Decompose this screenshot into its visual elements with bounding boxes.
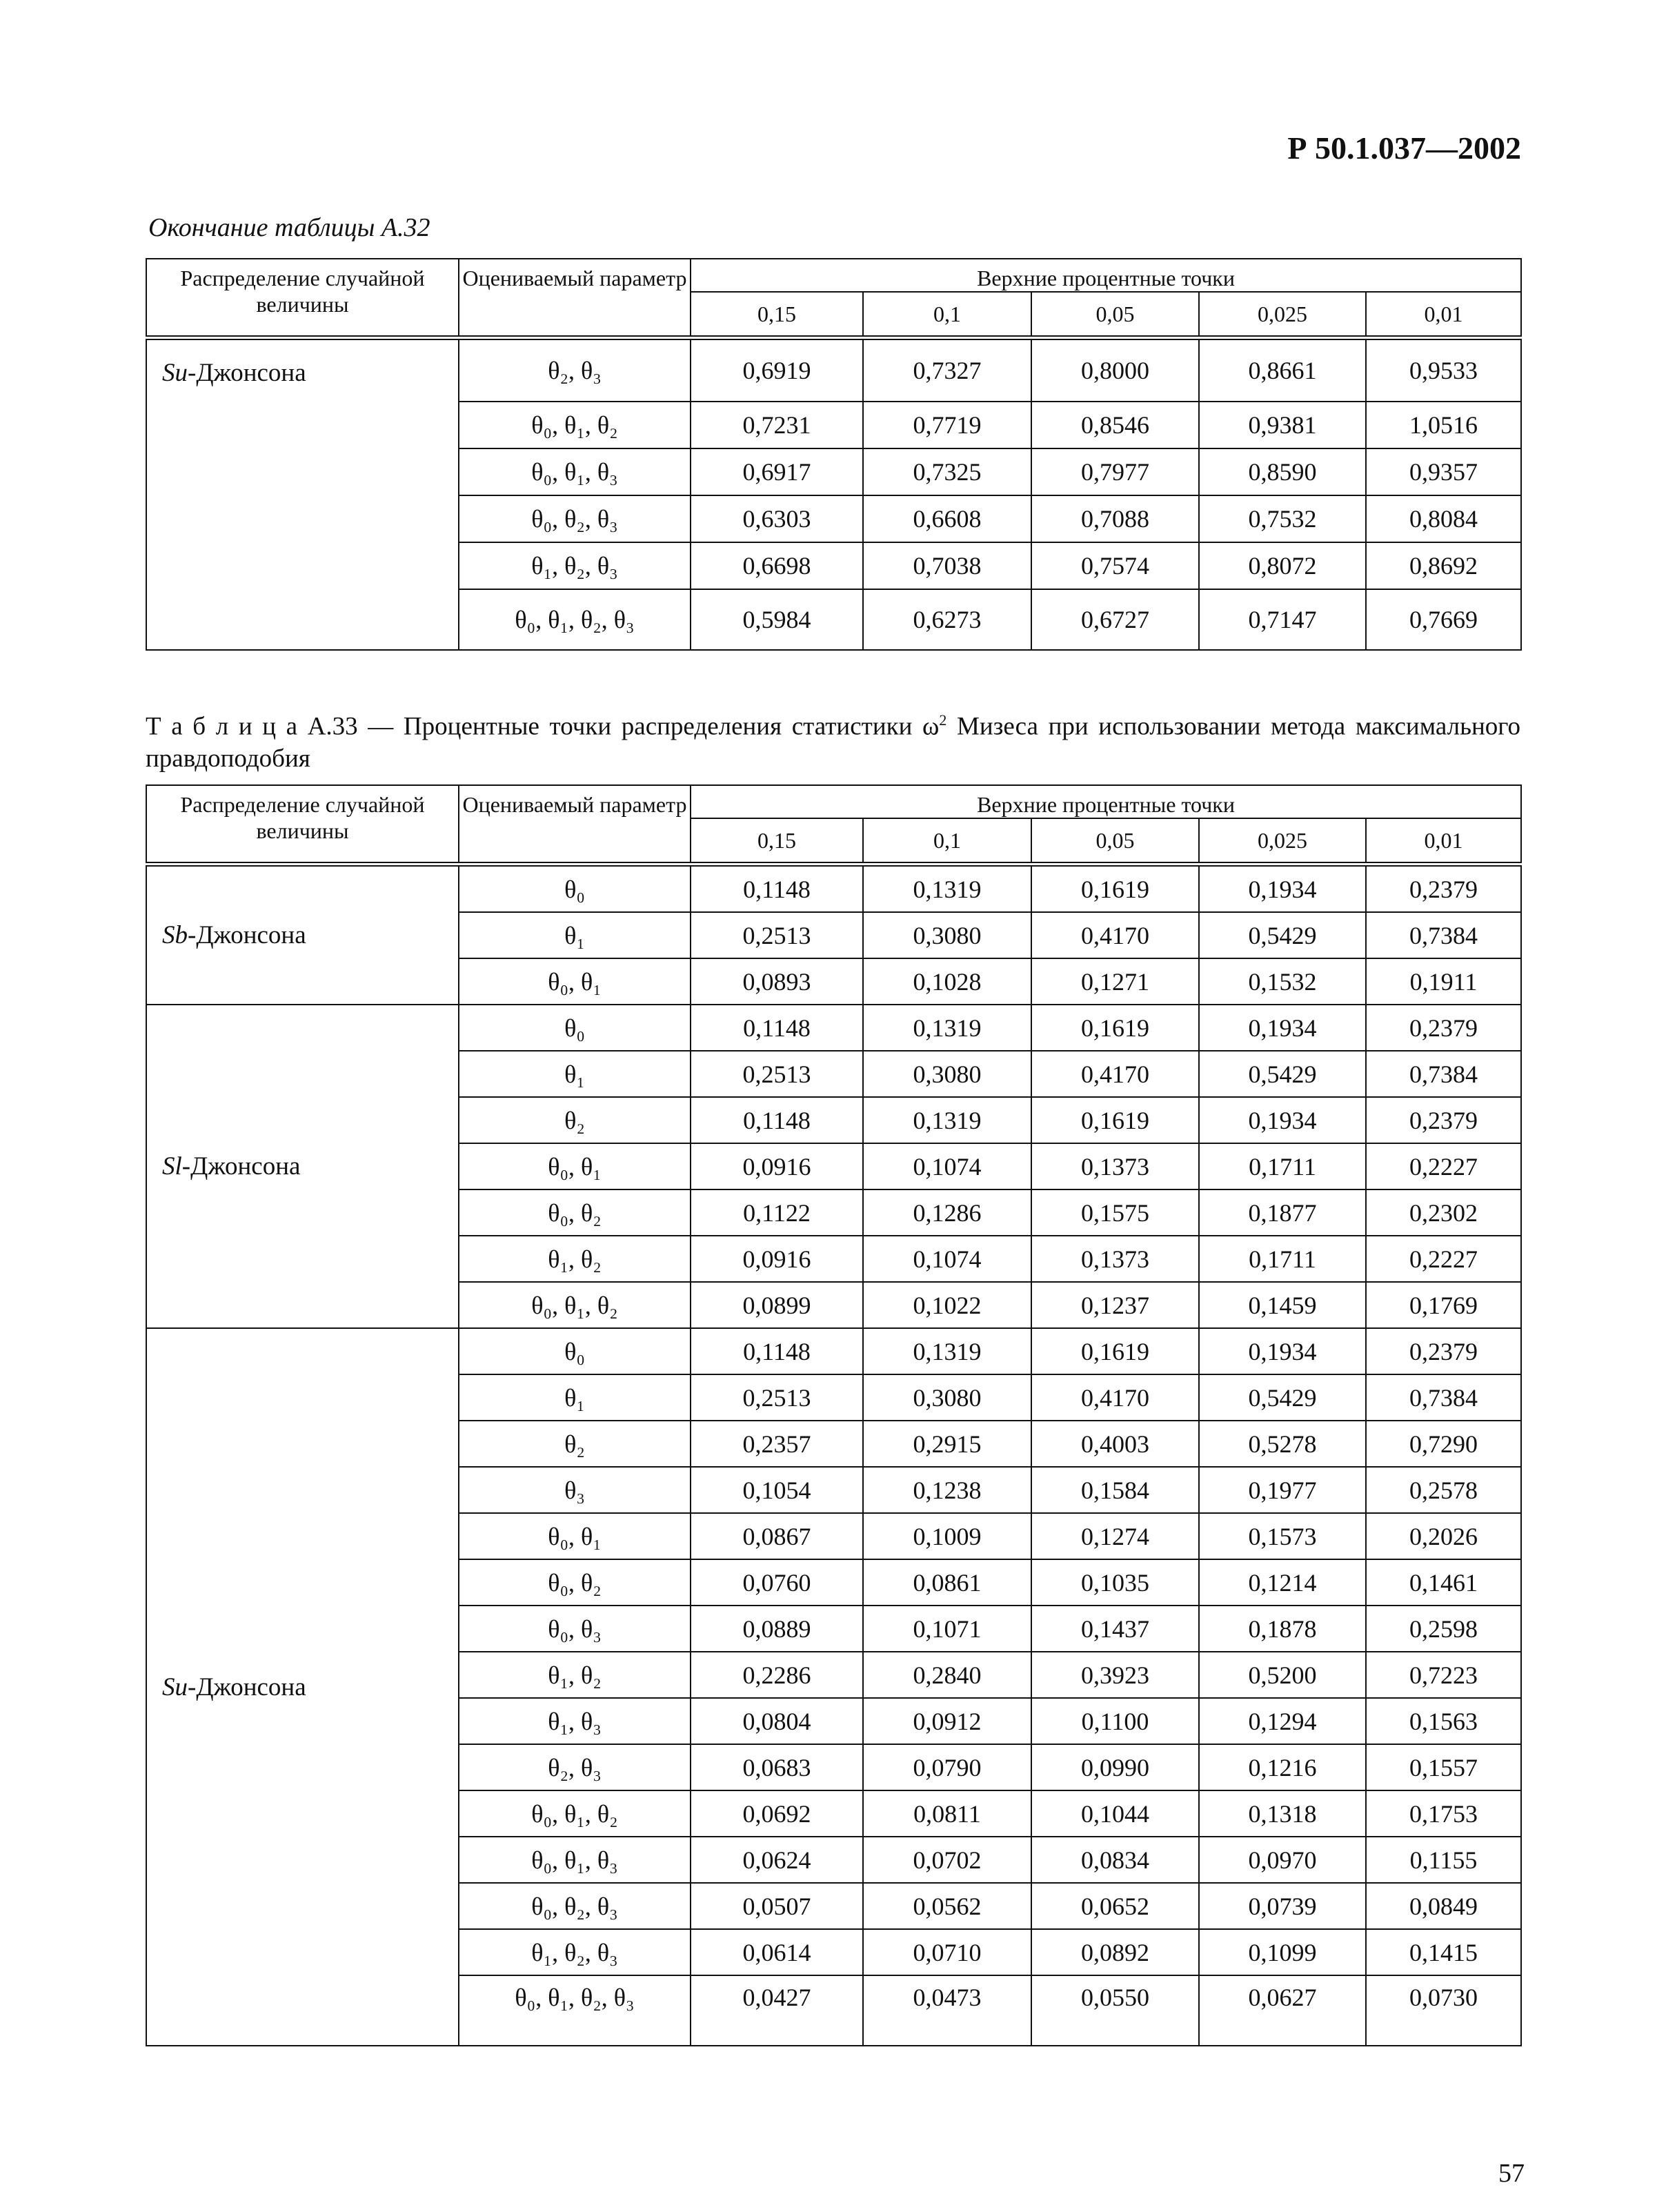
header-parameter: Оцениваемый параметр (459, 259, 691, 338)
parameter-cell: θ₁, θ₂, θ₃ (459, 1929, 691, 1975)
header-level: 0,01 (1366, 292, 1521, 338)
value-cell: 0,6698 (691, 542, 863, 589)
value-cell: 0,1619 (1031, 1097, 1199, 1143)
parameter-cell: θ₀, θ₂, θ₃ (459, 1883, 691, 1929)
value-cell: 0,1557 (1366, 1744, 1521, 1790)
value-cell: 0,0861 (863, 1559, 1031, 1606)
value-cell: 0,2357 (691, 1421, 863, 1467)
value-cell: 0,0811 (863, 1790, 1031, 1837)
value-cell: 0,1934 (1199, 1005, 1366, 1051)
parameter-cell: θ₀, θ₁ (459, 1513, 691, 1559)
header-upper-points: Верхние процентные точки (691, 259, 1521, 292)
value-cell: 0,1022 (863, 1282, 1031, 1328)
value-cell: 0,0867 (691, 1513, 863, 1559)
parameter-cell: θ₁ (459, 1051, 691, 1097)
table-continuation-title: Окончание таблицы А.32 (148, 213, 430, 242)
value-cell: 0,5429 (1199, 1051, 1366, 1097)
value-cell: 0,2379 (1366, 1005, 1521, 1051)
value-cell: 0,0507 (691, 1883, 863, 1929)
table-a33-caption (146, 704, 1520, 775)
value-cell: 0,1214 (1199, 1559, 1366, 1606)
value-cell: 0,1461 (1366, 1559, 1521, 1606)
value-cell: 0,0834 (1031, 1837, 1199, 1883)
value-cell: 0,0916 (691, 1143, 863, 1189)
parameter-cell: θ₁ (459, 912, 691, 958)
distribution-prefix: Sb (162, 921, 188, 949)
value-cell: 0,2302 (1366, 1189, 1521, 1236)
value-cell: 0,0849 (1366, 1883, 1521, 1929)
header-level: 0,1 (863, 818, 1031, 865)
value-cell: 0,1074 (863, 1143, 1031, 1189)
value-cell: 0,7977 (1031, 448, 1199, 495)
parameter-cell: θ₁, θ₂ (459, 1236, 691, 1282)
value-cell: 0,9381 (1199, 402, 1366, 448)
parameter-cell: θ₀ (459, 1328, 691, 1374)
value-cell: 0,0760 (691, 1559, 863, 1606)
value-cell: 0,1619 (1031, 1005, 1199, 1051)
value-cell: 0,1934 (1199, 1328, 1366, 1374)
header-level: 0,025 (1199, 818, 1366, 865)
value-cell: 0,2578 (1366, 1467, 1521, 1513)
value-cell: 0,3923 (1031, 1652, 1199, 1698)
parameter-cell: θ₂, θ₃ (459, 1744, 691, 1790)
value-cell: 0,6727 (1031, 589, 1199, 650)
value-cell: 0,2379 (1366, 865, 1521, 913)
value-cell: 0,1044 (1031, 1790, 1199, 1837)
parameter-cell: θ₀, θ₁, θ₃ (459, 448, 691, 495)
value-cell: 0,7223 (1366, 1652, 1521, 1698)
value-cell: 0,1319 (863, 1005, 1031, 1051)
parameter-cell: θ₁, θ₂ (459, 1652, 691, 1698)
value-cell: 0,2598 (1366, 1606, 1521, 1652)
table-row (146, 338, 1521, 402)
value-cell: 0,7147 (1199, 589, 1366, 650)
value-cell: 0,1319 (863, 1328, 1031, 1374)
value-cell: 0,7327 (863, 338, 1031, 402)
value-cell: 0,1769 (1366, 1282, 1521, 1328)
parameter-cell: θ₂, θ₃ (459, 338, 691, 402)
caption-text-rest: Мизеса при использовании метода максимального правдоподобия (146, 712, 1520, 773)
value-cell: 0,4170 (1031, 1374, 1199, 1421)
value-cell: 0,1099 (1199, 1929, 1366, 1975)
value-cell: 0,0970 (1199, 1837, 1366, 1883)
value-cell: 0,1977 (1199, 1467, 1366, 1513)
value-cell: 0,7325 (863, 448, 1031, 495)
value-cell: 0,2513 (691, 1051, 863, 1097)
caption-text: Т а б л и ц а А.33 — Процентные точки распределения статистики ω (146, 712, 940, 741)
value-cell: 0,1619 (1031, 865, 1199, 913)
caption-superscript: 2 (939, 711, 947, 729)
value-cell: 0,0912 (863, 1698, 1031, 1744)
value-cell: 0,2227 (1366, 1236, 1521, 1282)
value-cell: 0,0652 (1031, 1883, 1199, 1929)
value-cell: 0,1532 (1199, 958, 1366, 1005)
value-cell: 0,0692 (691, 1790, 863, 1837)
value-cell: 0,0562 (863, 1883, 1031, 1929)
distribution-prefix: Sl (162, 1152, 182, 1181)
value-cell: 0,3080 (863, 1051, 1031, 1097)
value-cell: 0,1294 (1199, 1698, 1366, 1744)
value-cell: 0,1286 (863, 1189, 1031, 1236)
value-cell: 0,0702 (863, 1837, 1031, 1883)
value-cell: 0,7384 (1366, 1051, 1521, 1097)
value-cell: 0,3080 (863, 912, 1031, 958)
value-cell: 0,2026 (1366, 1513, 1521, 1559)
value-cell: 0,1237 (1031, 1282, 1199, 1328)
value-cell: 0,1459 (1199, 1282, 1366, 1328)
distribution-suffix: -Джонсона (181, 1152, 301, 1181)
value-cell: 0,0624 (691, 1837, 863, 1883)
distribution-name (146, 865, 459, 1005)
value-cell: 0,7532 (1199, 495, 1366, 542)
parameter-cell: θ₁, θ₂, θ₃ (459, 542, 691, 589)
table-a32-end (146, 258, 1522, 651)
value-cell: 0,2513 (691, 1374, 863, 1421)
value-cell: 0,1575 (1031, 1189, 1199, 1236)
value-cell: 0,0739 (1199, 1883, 1366, 1929)
header-level: 0,1 (863, 292, 1031, 338)
header-level: 0,05 (1031, 818, 1199, 865)
value-cell: 0,1071 (863, 1606, 1031, 1652)
value-cell: 0,4170 (1031, 912, 1199, 958)
value-cell: 0,7384 (1366, 1374, 1521, 1421)
value-cell: 0,8084 (1366, 495, 1521, 542)
value-cell: 0,1711 (1199, 1236, 1366, 1282)
value-cell: 1,0516 (1366, 402, 1521, 448)
value-cell: 0,9357 (1366, 448, 1521, 495)
value-cell: 0,6919 (691, 338, 863, 402)
parameter-cell: θ₀, θ₂ (459, 1189, 691, 1236)
value-cell: 0,8692 (1366, 542, 1521, 589)
document-code: Р 50.1.037—2002 (1287, 130, 1521, 166)
value-cell: 0,1155 (1366, 1837, 1521, 1883)
value-cell: 0,0790 (863, 1744, 1031, 1790)
value-cell: 0,8590 (1199, 448, 1366, 495)
value-cell: 0,0627 (1199, 1975, 1366, 2046)
value-cell: 0,7088 (1031, 495, 1199, 542)
table-a33 (146, 784, 1522, 2046)
value-cell: 0,6917 (691, 448, 863, 495)
header-distribution: Распределение случайной величины (146, 785, 459, 865)
value-cell: 0,1911 (1366, 958, 1521, 1005)
value-cell: 0,1318 (1199, 1790, 1366, 1837)
value-cell: 0,2840 (863, 1652, 1031, 1698)
page-number: 57 (1498, 2159, 1525, 2188)
header-row (146, 259, 1521, 292)
value-cell: 0,1415 (1366, 1929, 1521, 1975)
value-cell: 0,1437 (1031, 1606, 1199, 1652)
parameter-cell: θ₀, θ₁, θ₂ (459, 1282, 691, 1328)
parameter-cell: θ₀ (459, 865, 691, 913)
value-cell: 0,1878 (1199, 1606, 1366, 1652)
value-cell: 0,0899 (691, 1282, 863, 1328)
header-upper-points: Верхние процентные точки (691, 785, 1521, 818)
value-cell: 0,1373 (1031, 1236, 1199, 1282)
value-cell: 0,1148 (691, 865, 863, 913)
parameter-cell: θ₀, θ₁, θ₂ (459, 402, 691, 448)
header-row (146, 785, 1521, 818)
value-cell: 0,0710 (863, 1929, 1031, 1975)
parameter-cell: θ₀, θ₁, θ₂ (459, 1790, 691, 1837)
value-cell: 0,1877 (1199, 1189, 1366, 1236)
value-cell: 0,7384 (1366, 912, 1521, 958)
parameter-cell: θ₀, θ₁, θ₃ (459, 1837, 691, 1883)
value-cell: 0,1028 (863, 958, 1031, 1005)
value-cell: 0,2379 (1366, 1097, 1521, 1143)
value-cell: 0,0804 (691, 1698, 863, 1744)
value-cell: 0,1319 (863, 865, 1031, 913)
value-cell: 0,1148 (691, 1005, 863, 1051)
parameter-cell: θ₀ (459, 1005, 691, 1051)
value-cell: 0,1934 (1199, 1097, 1366, 1143)
value-cell: 0,0614 (691, 1929, 863, 1975)
distribution-prefix: Su (162, 1672, 188, 1701)
value-cell: 0,1074 (863, 1236, 1031, 1282)
value-cell: 0,1274 (1031, 1513, 1199, 1559)
parameter-cell: θ₀, θ₁, θ₂, θ₃ (459, 1975, 691, 2046)
value-cell: 0,1934 (1199, 865, 1366, 913)
value-cell: 0,4170 (1031, 1051, 1199, 1097)
value-cell: 0,2915 (863, 1421, 1031, 1467)
value-cell: 0,1619 (1031, 1328, 1199, 1374)
value-cell: 0,9533 (1366, 338, 1521, 402)
parameter-cell: θ₃ (459, 1467, 691, 1513)
distribution-suffix: -Джонсона (188, 1672, 306, 1701)
value-cell: 0,0893 (691, 958, 863, 1005)
value-cell: 0,1035 (1031, 1559, 1199, 1606)
value-cell: 0,1271 (1031, 958, 1199, 1005)
parameter-cell: θ₀, θ₁ (459, 958, 691, 1005)
value-cell: 0,1009 (863, 1513, 1031, 1559)
value-cell: 0,0889 (691, 1606, 863, 1652)
header-distribution: Распределение случайной величины (146, 259, 459, 338)
parameter-cell: θ₁ (459, 1374, 691, 1421)
value-cell: 0,7574 (1031, 542, 1199, 589)
table-row (146, 1328, 1521, 1374)
value-cell: 0,7290 (1366, 1421, 1521, 1467)
value-cell: 0,8000 (1031, 338, 1199, 402)
value-cell: 0,1319 (863, 1097, 1031, 1143)
value-cell: 0,0892 (1031, 1929, 1199, 1975)
value-cell: 0,1584 (1031, 1467, 1199, 1513)
value-cell: 0,1711 (1199, 1143, 1366, 1189)
value-cell: 0,1054 (691, 1467, 863, 1513)
value-cell: 0,8546 (1031, 402, 1199, 448)
distribution-name (146, 338, 459, 651)
header-level: 0,025 (1199, 292, 1366, 338)
value-cell: 0,3080 (863, 1374, 1031, 1421)
table-row (146, 1005, 1521, 1051)
value-cell: 0,1122 (691, 1189, 863, 1236)
header-parameter: Оцениваемый параметр (459, 785, 691, 865)
value-cell: 0,8072 (1199, 542, 1366, 589)
value-cell: 0,1100 (1031, 1698, 1199, 1744)
value-cell: 0,1216 (1199, 1744, 1366, 1790)
parameter-cell: θ₁, θ₃ (459, 1698, 691, 1744)
value-cell: 0,5984 (691, 589, 863, 650)
value-cell: 0,7231 (691, 402, 863, 448)
distribution-name (146, 1328, 459, 2046)
value-cell: 0,0427 (691, 1975, 863, 2046)
value-cell: 0,5429 (1199, 912, 1366, 958)
table-row (146, 865, 1521, 913)
value-cell: 0,0550 (1031, 1975, 1199, 2046)
parameter-cell: θ₀, θ₁, θ₂, θ₃ (459, 589, 691, 650)
value-cell: 0,1573 (1199, 1513, 1366, 1559)
value-cell: 0,1148 (691, 1097, 863, 1143)
value-cell: 0,1238 (863, 1467, 1031, 1513)
value-cell: 0,0990 (1031, 1744, 1199, 1790)
value-cell: 0,0683 (691, 1744, 863, 1790)
value-cell: 0,1753 (1366, 1790, 1521, 1837)
value-cell: 0,5429 (1199, 1374, 1366, 1421)
value-cell: 0,2513 (691, 912, 863, 958)
value-cell: 0,6608 (863, 495, 1031, 542)
value-cell: 0,2286 (691, 1652, 863, 1698)
value-cell: 0,1373 (1031, 1143, 1199, 1189)
value-cell: 0,1148 (691, 1328, 863, 1374)
distribution-suffix: -Джонсона (188, 921, 306, 949)
value-cell: 0,6273 (863, 589, 1031, 650)
value-cell: 0,6303 (691, 495, 863, 542)
value-cell: 0,1563 (1366, 1698, 1521, 1744)
distribution-name (146, 1005, 459, 1328)
value-cell: 0,7719 (863, 402, 1031, 448)
value-cell: 0,7038 (863, 542, 1031, 589)
parameter-cell: θ₀, θ₃ (459, 1606, 691, 1652)
value-cell: 0,8661 (1199, 338, 1366, 402)
parameter-cell: θ₀, θ₁ (459, 1143, 691, 1189)
parameter-cell: θ₀, θ₂, θ₃ (459, 495, 691, 542)
value-cell: 0,4003 (1031, 1421, 1199, 1467)
value-cell: 0,0730 (1366, 1975, 1521, 2046)
value-cell: 0,2379 (1366, 1328, 1521, 1374)
value-cell: 0,0916 (691, 1236, 863, 1282)
header-level: 0,15 (691, 292, 863, 338)
parameter-cell: θ₂ (459, 1421, 691, 1467)
header-level: 0,05 (1031, 292, 1199, 338)
header-level: 0,01 (1366, 818, 1521, 865)
parameter-cell: θ₀, θ₂ (459, 1559, 691, 1606)
value-cell: 0,5200 (1199, 1652, 1366, 1698)
parameter-cell: θ₂ (459, 1097, 691, 1143)
distribution-prefix: Su (162, 359, 188, 387)
value-cell: 0,0473 (863, 1975, 1031, 2046)
distribution-suffix: -Джонсона (188, 359, 306, 387)
value-cell: 0,5278 (1199, 1421, 1366, 1467)
header-level: 0,15 (691, 818, 863, 865)
value-cell: 0,7669 (1366, 589, 1521, 650)
value-cell: 0,2227 (1366, 1143, 1521, 1189)
